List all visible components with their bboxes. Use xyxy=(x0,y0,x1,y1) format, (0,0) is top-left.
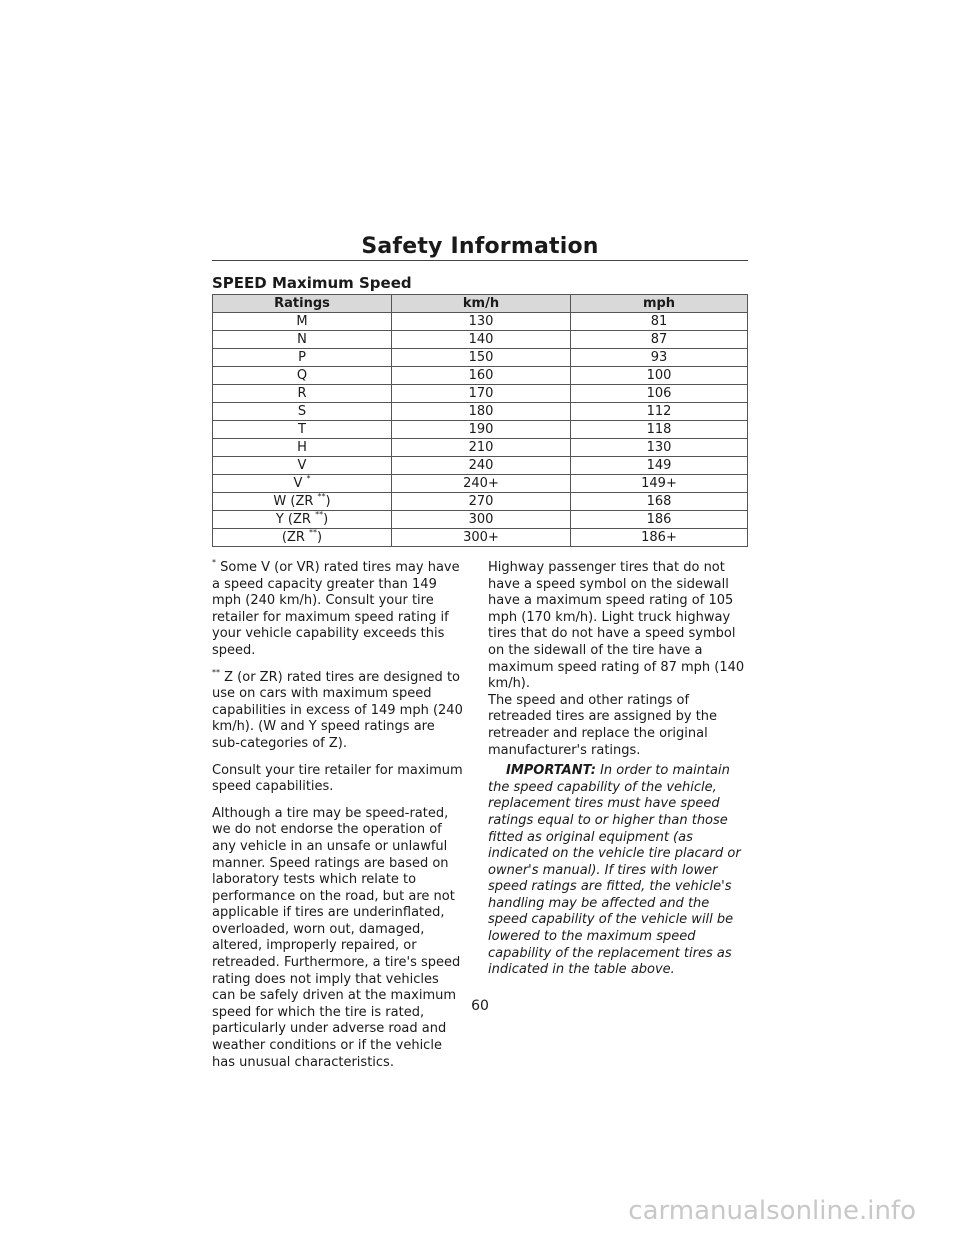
mph-cell: 149+ xyxy=(571,475,748,493)
kmh-cell: 240+ xyxy=(392,475,571,493)
footnote-mark: ** xyxy=(212,667,220,677)
kmh-cell: 150 xyxy=(392,349,571,367)
paragraph-retreaded-tires: The speed and other ratings of retreaded tires are assigned by the retreader and replace the original manufacturer's ratings. xyxy=(488,692,718,758)
footnote-single-star xyxy=(212,560,466,660)
section-rule xyxy=(212,260,748,261)
right-column xyxy=(488,560,750,979)
speed-rating-table xyxy=(212,294,748,547)
header-mph: mph xyxy=(571,295,748,313)
mph-cell: 112 xyxy=(571,403,748,421)
footnote-text: Some V (or VR) rated tires may have a speed capacity greater than 149 mph (240 km/h). Consult your tire retailer for maximum speed rating if your vehicle capability exceeds this speed. xyxy=(212,560,460,658)
footnote-text: Z (or ZR) rated tires are designed to use on cars with maximum speed capabilities in excess of 149 mph (240 km/h). (W and Y speed ratings are sub-categories of Z). xyxy=(212,669,463,751)
table-row xyxy=(213,403,748,421)
table-row xyxy=(213,421,748,439)
kmh-cell: 170 xyxy=(392,385,571,403)
rating-cell: N xyxy=(213,331,392,349)
mph-cell: 186 xyxy=(571,511,748,529)
rating-cell: M xyxy=(213,313,392,331)
rating-cell: W (ZR **) xyxy=(213,493,392,511)
mph-cell: 149 xyxy=(571,457,748,475)
footnote-double-star xyxy=(212,667,466,753)
footnote-mark: * xyxy=(212,558,216,567)
rating-cell: S xyxy=(213,403,392,421)
table-row xyxy=(213,493,748,511)
kmh-cell: 130 xyxy=(392,313,571,331)
table-body xyxy=(213,313,748,547)
kmh-cell: 180 xyxy=(392,403,571,421)
kmh-cell: 300 xyxy=(392,511,571,529)
rating-cell: Q xyxy=(213,367,392,385)
header-kmh: km/h xyxy=(392,295,571,313)
important-note xyxy=(488,763,750,979)
sub-heading: SPEED Maximum Speed xyxy=(212,274,412,292)
kmh-cell: 240 xyxy=(392,457,571,475)
table-header-row xyxy=(213,295,748,313)
mph-cell: 130 xyxy=(571,439,748,457)
table-row xyxy=(213,457,748,475)
page-number: 60 xyxy=(471,998,489,1014)
mph-cell: 93 xyxy=(571,349,748,367)
mph-cell: 87 xyxy=(571,331,748,349)
kmh-cell: 300+ xyxy=(392,529,571,547)
kmh-cell: 270 xyxy=(392,493,571,511)
section-title: Safety Information xyxy=(361,234,599,259)
table-row xyxy=(213,385,748,403)
rating-cell: T xyxy=(213,421,392,439)
kmh-cell: 160 xyxy=(392,367,571,385)
table-row xyxy=(213,313,748,331)
table-row xyxy=(213,331,748,349)
kmh-cell: 210 xyxy=(392,439,571,457)
important-text: In order to maintain the speed capability of the vehicle, replacement tires must have speed ratings equal to or higher than those fitted as original equipment (as indicated on the vehicle tire placard or owner's manual). If tires with lower speed ratings are fitted, the vehicle's handling may be affected and the speed capability of the vehicle will be lowered to the maximum speed capability of the replacement tires as indicated in the table above. xyxy=(488,763,741,978)
table-row xyxy=(213,439,748,457)
rating-cell: V * xyxy=(213,475,392,493)
mph-cell: 186+ xyxy=(571,529,748,547)
kmh-cell: 190 xyxy=(392,421,571,439)
header-ratings: Ratings xyxy=(213,295,392,313)
rating-cell: V xyxy=(213,457,392,475)
mph-cell: 168 xyxy=(571,493,748,511)
important-label: IMPORTANT: xyxy=(506,763,596,779)
table-row xyxy=(213,367,748,385)
paragraph-consult: Consult your tire retailer for maximum speed capabilities. xyxy=(212,762,463,795)
rating-cell: P xyxy=(213,349,392,367)
mph-cell: 100 xyxy=(571,367,748,385)
rating-cell: R xyxy=(213,385,392,403)
paragraph-speed-rating-disclaimer: Although a tire may be speed-rated, we do not endorse the operation of any vehicle in an unsafe or unlawful manner. Speed ratings are based on laboratory tests which relate to performance on the road, but are not applicable if tires are underinflated, overloaded, worn out, damaged, altered, improperly repaired, or retreaded. Furthermore, a tire's speed rating does not imply that vehicles can be safely driven at the maximum speed for which the tire is rated, particularly under adverse road and weather conditions or if the vehicle has unusual characteristics. xyxy=(212,805,461,1070)
rating-cell: H xyxy=(213,439,392,457)
kmh-cell: 140 xyxy=(392,331,571,349)
table-row xyxy=(213,349,748,367)
table-row xyxy=(213,511,748,529)
mph-cell: 118 xyxy=(571,421,748,439)
watermark: carmanualsonline.info xyxy=(628,1196,916,1226)
paragraph-highway-tires: Highway passenger tires that do not have a speed symbol on the sidewall have a maximum speed rating of 105 mph (170 km/h). Light truck highway tires that do not have a speed symbol on the sidewall of the tire have a maximum speed rating of 87 mph (140 km/h). xyxy=(488,560,745,692)
rating-cell: (ZR **) xyxy=(213,529,392,547)
mph-cell: 81 xyxy=(571,313,748,331)
table-row xyxy=(213,475,748,493)
rating-cell: Y (ZR **) xyxy=(213,511,392,529)
mph-cell: 106 xyxy=(571,385,748,403)
table-row xyxy=(213,529,748,547)
